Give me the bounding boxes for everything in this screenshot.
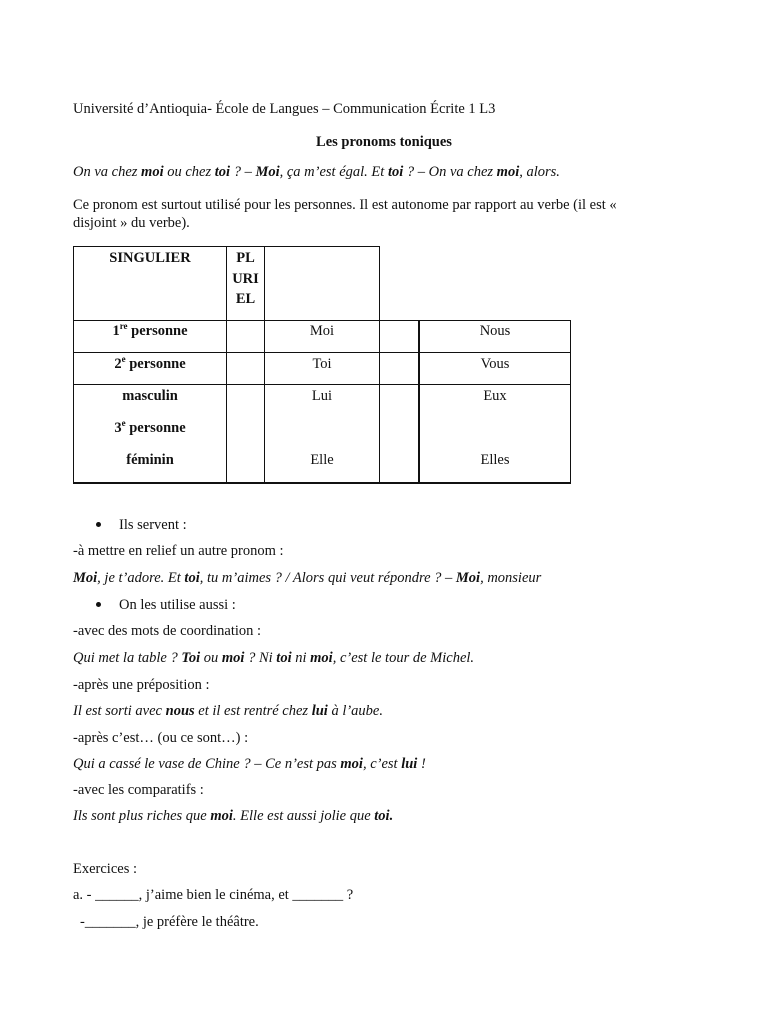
- cell-moi: Moi: [309, 323, 335, 339]
- cell-toi: Toi: [312, 356, 332, 372]
- header-singulier: SINGULIER: [109, 250, 191, 266]
- use-preposition: -après une préposition :: [73, 677, 210, 693]
- cell-vous: Vous: [480, 356, 510, 372]
- table-border: [570, 320, 571, 483]
- use-comparatifs: -avec les comparatifs :: [73, 782, 204, 798]
- example-cest: Qui a cassé le vase de Chine ? – Ce n’est pas moi, c’est lui !: [73, 756, 426, 772]
- example-preposition: Il est sorti avec nous et il est rentré chez lui à l’aube.: [73, 703, 383, 719]
- use-coordination: -avec des mots de coordination :: [73, 623, 262, 639]
- exercise-a-line1: a. - ______, j’aime bien le cinéma, et _______ ?: [73, 887, 354, 903]
- row-label-3rd-person: 3e personne: [114, 418, 186, 436]
- row-label-1st-person: 1re personne: [112, 321, 188, 339]
- cell-elles: Elles: [480, 452, 510, 468]
- example-comparatifs: Ils sont plus riches que moi. Elle est aussi jolie que toi.: [73, 808, 394, 824]
- bullet-on-les-utilise: On les utilise aussi :: [119, 597, 236, 613]
- header-pluriel-part2: URI: [232, 271, 259, 287]
- table-border: [379, 246, 380, 483]
- header-pluriel-part1: PL: [236, 250, 255, 266]
- exercise-a-line2: -_______, je préfère le théâtre.: [80, 914, 259, 930]
- header-pluriel-part3: EL: [235, 291, 256, 307]
- table-border: [73, 384, 571, 385]
- table-border: [73, 352, 571, 353]
- cell-elle: Elle: [310, 452, 334, 468]
- cell-eux: Eux: [483, 388, 507, 404]
- example-coordination: Qui met la table ? Toi ou moi ? Ni toi ni moi, c’est le tour de Michel.: [73, 650, 475, 666]
- intro-paragraph: Ce pronom est surtout utilisé pour les personnes. Il est autonome par rapport au verbe (il est « disjoint » du verbe).: [73, 197, 617, 231]
- row-label-feminin: féminin: [126, 452, 174, 468]
- use-relief: -à mettre en relief un autre pronom :: [73, 543, 284, 559]
- page-title: Les pronoms toniques: [316, 134, 452, 150]
- cell-nous: Nous: [479, 323, 511, 339]
- bullet-icon: [96, 522, 101, 527]
- document-header: Université d’Antioquia- École de Langues – Communication Écrite 1 L3: [73, 101, 496, 117]
- cell-lui: Lui: [311, 388, 333, 404]
- example-relief: Moi, je t’adore. Et toi, tu m’aimes ? / Alors qui veut répondre ? – Moi, monsieur: [73, 570, 542, 586]
- exercises-label: Exercices :: [73, 861, 138, 877]
- bullet-ils-servent: Ils servent :: [119, 517, 187, 533]
- row-label-masculin: masculin: [122, 388, 178, 404]
- row-label-2nd-person: 2e personne: [114, 354, 186, 372]
- use-cest: -après c’est… (ou ce sont…) :: [73, 730, 249, 746]
- example-sentence: On va chez moi ou chez toi ? – Moi, ça m’est égal. Et toi ? – On va chez moi, alors.: [73, 164, 560, 180]
- table-border: [73, 482, 571, 484]
- bullet-icon: [96, 602, 101, 607]
- table-border: [73, 320, 571, 321]
